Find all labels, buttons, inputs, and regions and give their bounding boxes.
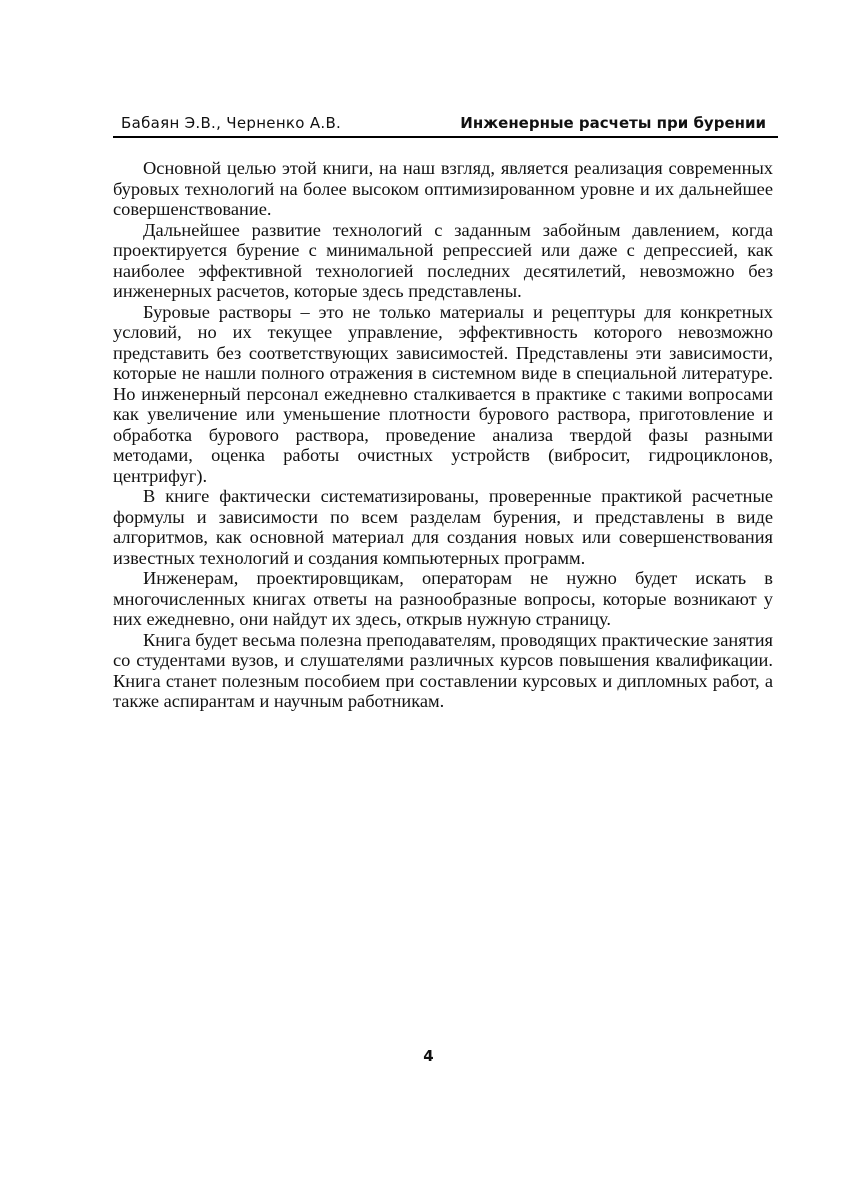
paragraph: Книга будет весьма полезна преподавателям, проводящих практические занятия со студентами вузов, и слушателями различных курсов повышения квалификации. Книга станет полезным пособием при составлении курсовых и дипломных работ, а также аспирантам и научным работникам. [113, 629, 773, 711]
page-number: 4 [423, 1047, 434, 1065]
running-header [113, 112, 778, 138]
header-book-title: Инженерные расчеты при бурении [460, 114, 766, 132]
paragraph: Инженерам, проектировщикам, операторам не нужно будет искать в многочисленных книгах ответы на разнообразные вопросы, которые возникают у них ежедневно, они найдут их здесь, открыв нужную страницу. [113, 568, 773, 629]
paragraph: Дальнейшее развитие технологий с заданным забойным давлением, когда проектируется бурение с минимальной репрессией или даже с депрессией, как наиболее эффективной технологией последних десятилетий, невозможно без инженерных расчетов, которые здесь представлены. [113, 219, 773, 301]
header-authors: Бабаян Э.В., Черненко А.В. [121, 114, 342, 132]
body-text [113, 158, 773, 712]
paragraph: Буровые растворы – это не только материалы и рецептуры для конкретных условий, но их текущее управление, эффективность которого невозможно представить без соответствующих зависимостей. Представлены эти зависимости, которые не нашли полного отражения в системном виде в специальной литературе. Но инженерный персонал ежедневно сталкивается в практике с такими вопросами как увеличение или уменьшение плотности бурового раствора, приготовление и обработка бурового раствора, проведение анализа твердой фазы разными методами, оценка работы очистных устройств (вибросит, гидроциклонов, центрифуг). [113, 301, 773, 486]
paragraph: В книге фактически систематизированы, проверенные практикой расчетные формулы и зависимости по всем разделам бурения, и представлены в виде алгоритмов, как основной материал для создания новых или совершенствования известных технологий и создания компьютерных программ. [113, 486, 773, 568]
paragraph: Основной целью этой книги, на наш взгляд, является реализация современных буровых технологий на более высоком оптимизированном уровне и их дальнейшее совершенствование. [113, 158, 773, 219]
